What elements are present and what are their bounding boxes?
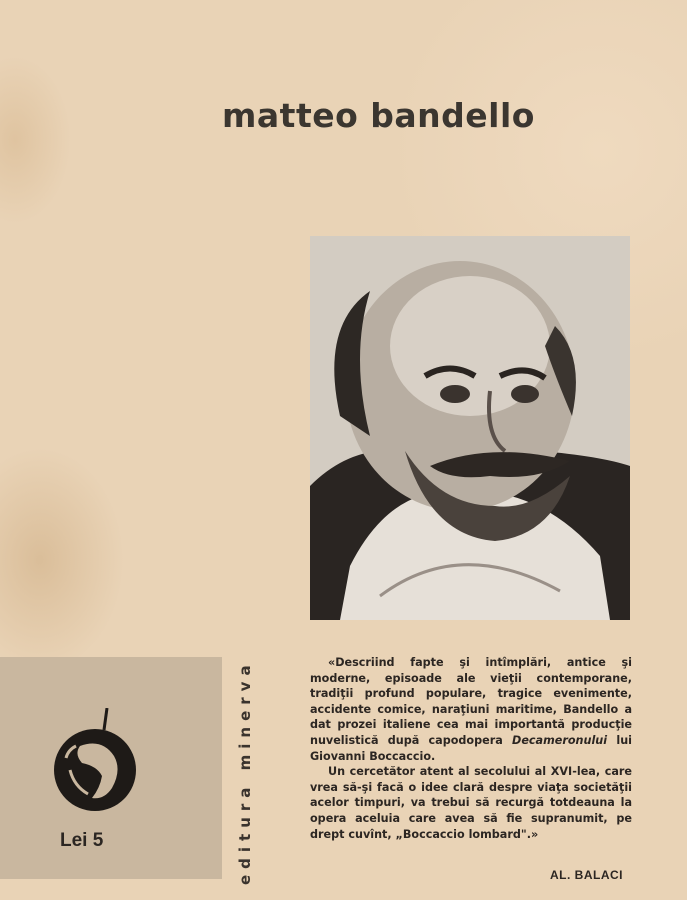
quote-paragraph-2: Un cercetător atent al secolului al XVI-lea, care vrea să-şi facă o idee clară despre viaţa societăţii acelor timpuri, va trebui să recurgă totdeauna la opera aceluia care avea să fie supranumit, pe drept cuvînt, „Boccaccio lombard".» bbox=[310, 765, 632, 841]
portrait-engraving-icon bbox=[310, 236, 630, 620]
quote-author: AL. BALACI bbox=[550, 868, 623, 882]
publisher-logo bbox=[52, 708, 138, 812]
quote-paragraph-1 bbox=[310, 655, 632, 764]
book-title: matteo bandello bbox=[222, 96, 535, 135]
quote-text bbox=[310, 655, 632, 842]
quote-p1-end: lui Giovanni Boccaccio. bbox=[310, 733, 632, 763]
publisher-name: editura minerva bbox=[236, 659, 254, 885]
quote-p1-start: «Descriind fapte şi intîmplări, antice şi moderne, episoade ale vieţii contemporane, tradiţii profund populare, tragice evenimente, accidente comice, naraţiuni maritime, Bandello a dat prozei italiene cea mai importantă producţie nuvelistică după capodopera bbox=[310, 656, 632, 747]
minerva-head-logo-icon bbox=[52, 708, 138, 812]
quote-p1-italic: Decameronului bbox=[512, 733, 608, 747]
portrait-image bbox=[310, 236, 630, 620]
price-label: Lei 5 bbox=[60, 830, 104, 851]
